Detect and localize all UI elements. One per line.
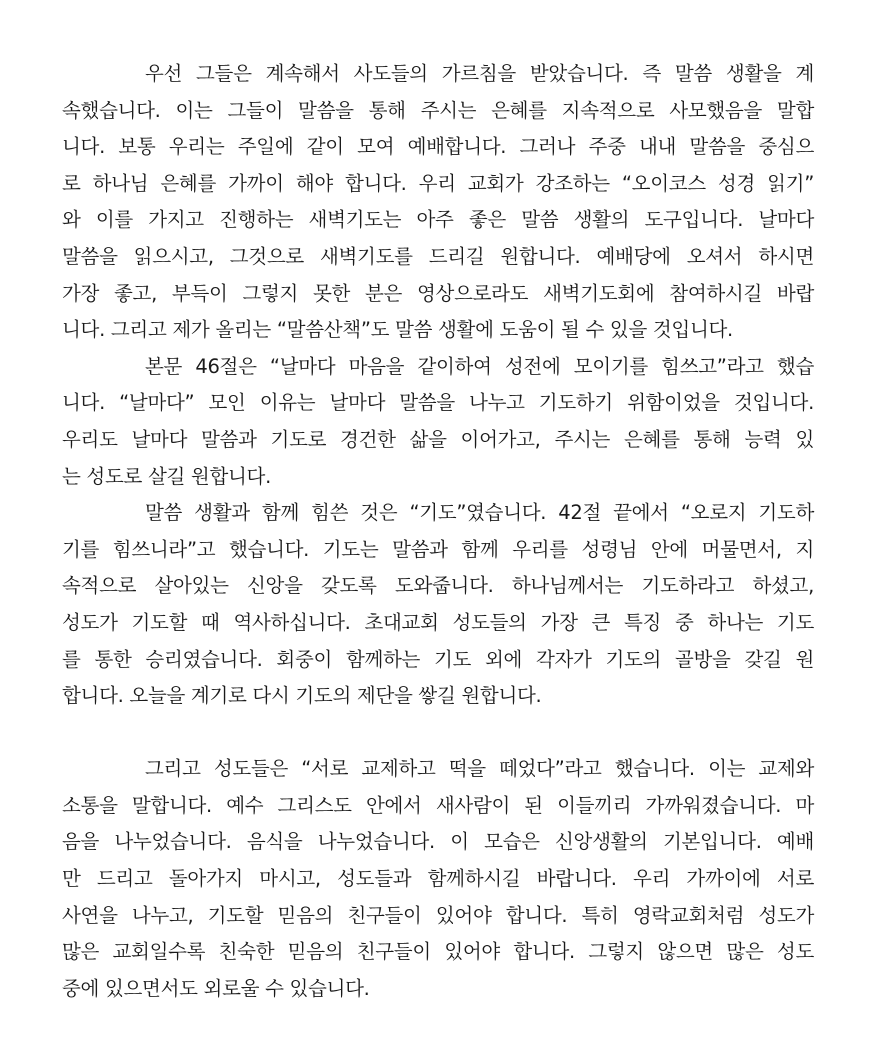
paragraph-4 <box>62 751 814 1007</box>
paragraph-line: 본문 46절은 “날마다 마음을 같이하여 성전에 모이기를 힘쓰고”라고 했습 <box>145 354 814 378</box>
paragraph-line: 기를 힘쓰니라”고 했습니다. 기도는 말씀과 함께 우리를 성령님 안에 머물면서, 지 <box>62 537 814 561</box>
paragraph-line: 니다. 보통 우리는 주일에 같이 모여 예배합니다. 그러나 주중 내내 말씀을 중심으 <box>62 135 814 159</box>
paragraph-line: 많은 교회일수록 친숙한 믿음의 친구들이 있어야 합니다. 그렇지 않으면 많은 성도 <box>62 940 814 964</box>
paragraph-line: 는 성도로 살길 원합니다. <box>62 464 271 488</box>
paragraph-line: 소통을 말합니다. 예수 그리스도 안에서 새사람이 된 이들끼리 가까워졌습니다. 마 <box>62 793 814 817</box>
paragraph-1 <box>62 56 814 349</box>
paragraph-line: 말씀을 읽으시고, 그것으로 새벽기도를 드리길 원합니다. 예배당에 오셔서 하시면 <box>62 244 814 268</box>
paragraph-line: 음을 나누었습니다. 음식을 나누었습니다. 이 모습은 신앙생활의 기본입니다. 예배 <box>62 830 814 854</box>
paragraph-line: 중에 있으면서도 외로울 수 있습니다. <box>62 976 370 1000</box>
paragraph-line: 사연을 나누고, 기도할 믿음의 친구들이 있어야 합니다. 특히 영락교회처럼 성도가 <box>62 903 814 927</box>
paragraph-line: 속적으로 살아있는 신앙을 갖도록 도와줍니다. 하나님께서는 기도하라고 하셨고, <box>62 574 814 598</box>
paragraph-line: 그리고 성도들은 “서로 교제하고 떡을 떼었다”라고 했습니다. 이는 교제와 <box>145 757 814 781</box>
paragraph-line: 합니다. 오늘을 계기로 다시 기도의 제단을 쌓길 원합니다. <box>62 684 542 708</box>
paragraph-line: 와 이를 가지고 진행하는 새벽기도는 아주 좋은 말씀 생활의 도구입니다. 날마다 <box>62 208 814 232</box>
paragraph-line: 말씀 생활과 함께 힘쓴 것은 “기도”였습니다. 42절 끝에서 “오로지 기도하 <box>145 501 814 525</box>
paragraph-line: 우선 그들은 계속해서 사도들의 가르침을 받았습니다. 즉 말씀 생활을 계 <box>145 62 814 85</box>
paragraph-line: 니다. “날마다” 모인 이유는 날마다 말씀을 나누고 기도하기 위함이었을 것입니다. <box>62 391 814 415</box>
paragraph-line: 성도가 기도할 때 역사하십니다. 초대교회 성도들의 가장 큰 특징 중 하나는 기도 <box>62 610 814 634</box>
paragraph-line: 가장 좋고, 부득이 그렇지 못한 분은 영상으로라도 새벽기도회에 참여하시길 바랍 <box>62 281 814 305</box>
paragraph-2 <box>62 349 814 495</box>
paragraph-line: 니다. 그리고 제가 올리는 “말씀산책”도 말씀 생활에 도움이 될 수 있을 것입니다. <box>62 318 733 342</box>
paragraph-spacer <box>62 715 814 752</box>
paragraph-line: 속했습니다. 이는 그들이 말씀을 통해 주시는 은혜를 지속적으로 사모했음을 말합 <box>62 98 814 122</box>
paragraph-3 <box>62 495 814 715</box>
paragraph-line: 로 하나님 은혜를 가까이 해야 합니다. 우리 교회가 강조하는 “오이코스 성경 읽기” <box>62 171 814 195</box>
paragraph-line: 우리도 날마다 말씀과 기도로 경건한 삶을 이어가고, 주시는 은혜를 통해 능력 있 <box>62 427 814 451</box>
paragraph-line: 만 드리고 돌아가지 마시고, 성도들과 함께하시길 바랍니다. 우리 가까이에 서로 <box>62 867 814 891</box>
document-body <box>62 56 814 1007</box>
paragraph-line: 를 통한 승리였습니다. 회중이 함께하는 기도 외에 각자가 기도의 골방을 갖길 원 <box>62 647 814 671</box>
